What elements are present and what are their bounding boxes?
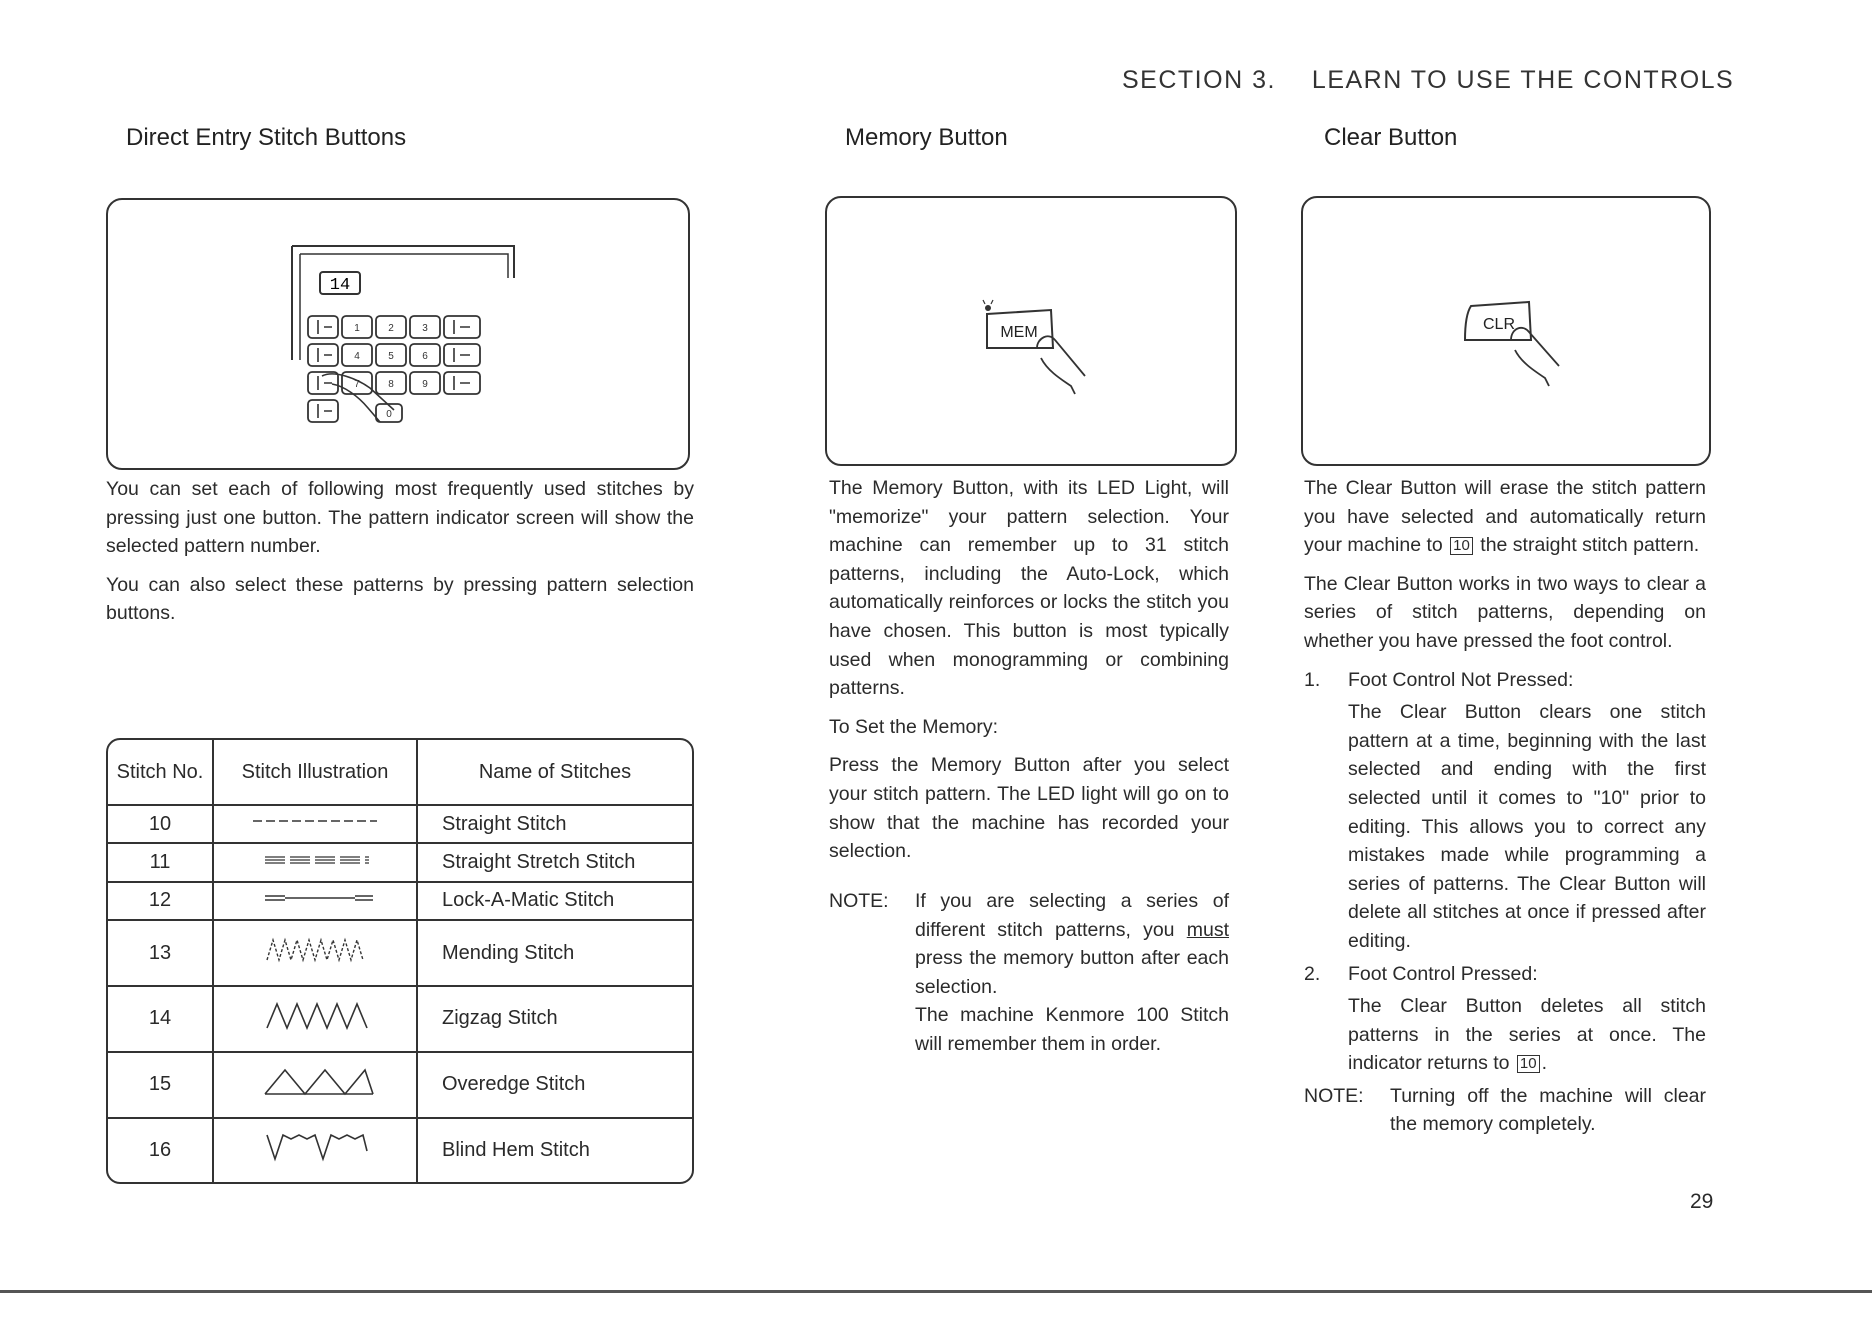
stitch-name: Blind Hem Stitch — [417, 1118, 692, 1182]
table-row — [108, 843, 692, 881]
memory-paragraph-1: The Memory Button, with its LED Light, will "memorize" your pattern selection. Your machine can remember up to 31 stitch patterns, including the Auto-Lock, which automatically reinforces or locks the stitch you have chosen. This button is most typically used when monogramming or combining patterns. — [829, 477, 1229, 700]
stitch-name: Overedge Stitch — [417, 1052, 692, 1118]
stitch-no: 12 — [108, 882, 213, 920]
direct-entry-text — [106, 475, 694, 638]
table-row — [108, 882, 692, 920]
memory-text — [829, 474, 1229, 876]
stitch-no: 15 — [108, 1052, 213, 1118]
item-1-heading: Foot Control Not Pressed: — [1348, 668, 1574, 691]
pattern-display-value: 14 — [329, 276, 351, 295]
svg-text:5: 5 — [388, 351, 394, 362]
clear-item-2 — [1304, 960, 1706, 1078]
clear-text — [1304, 474, 1706, 1139]
indicator-code-box: 10 — [1517, 1055, 1540, 1073]
svg-text:0: 0 — [386, 409, 392, 420]
svg-text:4: 4 — [354, 351, 360, 362]
header-stitch-illustration: Stitch Illustration — [213, 740, 417, 805]
direct-entry-title: Direct Entry Stitch Buttons — [126, 124, 407, 151]
direct-entry-paragraph-2: You can also select these patterns by pressing pattern selection buttons. — [106, 573, 694, 625]
stitch-name: Mending Stitch — [417, 920, 692, 986]
table-row — [108, 920, 692, 986]
mem-button-illustration — [827, 198, 1235, 464]
header-stitch-name: Name of Stitches — [417, 740, 692, 805]
clear-paragraph-2: The Clear Button works in two ways to clear a series of stitch patterns, depending on whether you have pressed the foot control. — [1304, 572, 1706, 652]
svg-text:3: 3 — [422, 323, 428, 334]
stitch-no: 11 — [108, 843, 213, 881]
clear-paragraph-1: The Clear Button will erase the stitch pattern you have selected and automatically return your machine to 10 the straight stitch pattern. — [1304, 477, 1706, 557]
blind-hem-stitch-illustration — [213, 1118, 417, 1182]
memory-note-2: The machine Kenmore 100 Stitch will remember them in order. — [915, 1004, 1229, 1055]
clear-note-label: NOTE: — [1304, 1084, 1364, 1107]
table-row — [108, 1052, 692, 1118]
clear-note-text: Turning off the machine will clear the memory completely. — [1390, 1084, 1706, 1136]
stitch-table — [106, 738, 694, 1184]
table-row — [108, 986, 692, 1052]
clr-button-illustration — [1303, 198, 1709, 464]
zigzag-stitch-illustration — [213, 986, 417, 1052]
bottom-rule — [0, 1290, 1872, 1293]
item-1-text: The Clear Button clears one stitch pattern at a time, beginning with the last selected and ending with the first selected until it comes to "10" prior to editing. This allows you to correct any mistakes made while programming a series of patterns. The Clear Button will delete all stitches at once if pressed after editing. — [1348, 701, 1706, 952]
svg-text:8: 8 — [388, 379, 394, 390]
lock-a-matic-stitch-illustration — [213, 882, 417, 920]
led-light-icon — [985, 305, 991, 311]
stitch-no: 16 — [108, 1118, 213, 1182]
straight-stretch-stitch-illustration — [213, 843, 417, 881]
memory-illustration — [825, 196, 1237, 466]
mending-stitch-illustration — [213, 920, 417, 986]
stitch-table-header — [108, 740, 692, 805]
memory-paragraph-2: Press the Memory Button after you select your stitch pattern. The LED light will go on to show that the machine has recorded your selection. — [829, 754, 1229, 863]
straight-stitch-illustration — [213, 805, 417, 843]
page-number: 29 — [1690, 1190, 1714, 1213]
mem-button-label: MEM — [1000, 324, 1038, 341]
memory-note-label: NOTE: — [829, 890, 889, 912]
section-header — [1122, 66, 1734, 95]
clear-note — [1304, 1082, 1706, 1139]
memory-note — [829, 887, 1229, 1059]
svg-text:9: 9 — [422, 379, 428, 390]
stitch-name: Straight Stretch Stitch — [417, 843, 692, 881]
clear-item-1 — [1304, 666, 1706, 956]
section-title: LEARN TO USE THE CONTROLS — [1311, 66, 1735, 94]
overedge-stitch-illustration — [213, 1052, 417, 1118]
memory-note-text: If you are selecting a series of different stitch patterns, you must press the memory button after each selection. — [915, 890, 1229, 998]
stitch-name: Zigzag Stitch — [417, 986, 692, 1052]
item-2-heading: Foot Control Pressed: — [1348, 962, 1538, 985]
direct-entry-paragraph-1: You can set each of following most frequently used stitches by pressing just one button. The pattern indicator screen will show the selected pattern number. — [106, 478, 694, 558]
svg-text:2: 2 — [388, 323, 394, 334]
memory-title: Memory Button — [845, 124, 1008, 151]
section-number: SECTION 3. — [1122, 66, 1276, 94]
table-row — [108, 1118, 692, 1182]
stitch-name: Straight Stitch — [417, 805, 692, 843]
clear-illustration — [1301, 196, 1711, 466]
stitch-name: Lock-A-Matic Stitch — [417, 882, 692, 920]
item-1-number: 1. — [1304, 668, 1321, 691]
svg-text:6: 6 — [422, 351, 428, 362]
clr-button-label: CLR — [1482, 316, 1516, 333]
svg-text:1: 1 — [354, 323, 360, 334]
must-emphasis: must — [1186, 918, 1229, 941]
item-2-number: 2. — [1304, 962, 1321, 985]
direct-entry-illustration — [106, 198, 690, 470]
straight-stitch-code-box: 10 — [1450, 537, 1473, 555]
memory-set-heading: To Set the Memory: — [829, 715, 999, 738]
header-stitch-no: Stitch No. — [108, 740, 213, 805]
stitch-no: 13 — [108, 920, 213, 986]
svg-text:7: 7 — [354, 379, 360, 390]
stitch-no: 10 — [108, 805, 213, 843]
table-row — [108, 805, 692, 843]
clear-title: Clear Button — [1324, 124, 1458, 151]
stitch-no: 14 — [108, 986, 213, 1052]
keypad-illustration — [108, 200, 688, 468]
item-2-text: The Clear Button deletes all stitch patterns in the series at once. The indicator returns to 10 . — [1348, 995, 1706, 1075]
